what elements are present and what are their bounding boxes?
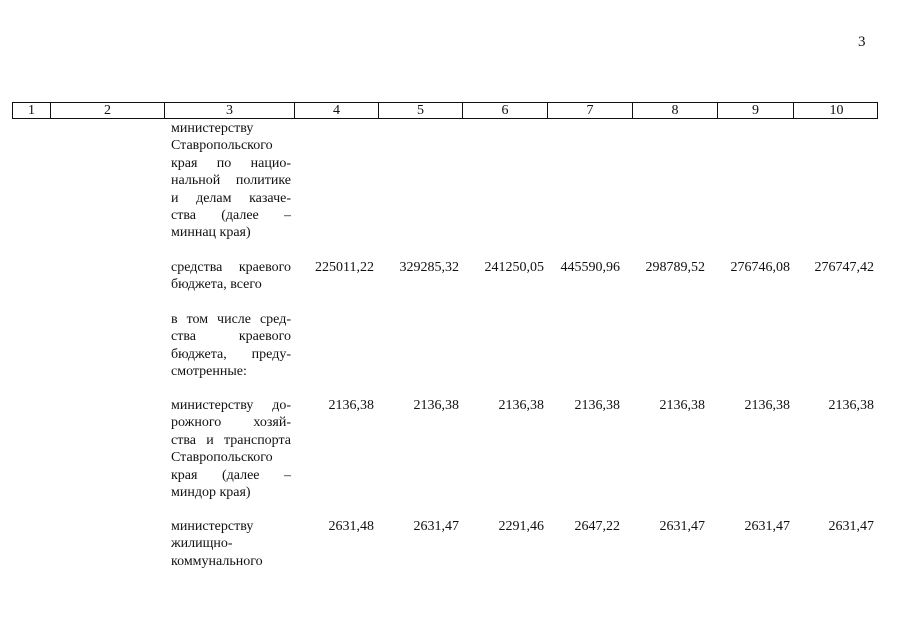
description-line: в том числе сред- (171, 312, 291, 327)
description-line: Ставропольского (171, 450, 273, 466)
description-line: ства (далее – (171, 208, 291, 224)
description-line: миндор края) (171, 485, 251, 501)
value-cell-col-10: 2136,38 (828, 398, 874, 413)
value-cell-col-4: 2631,48 (328, 519, 374, 534)
value-cell-col-6: 2291,46 (498, 519, 544, 534)
value-cell-col-6: 241250,05 (484, 260, 544, 275)
description-line: средства краевого (171, 260, 291, 275)
description-line: ства и транспорта (171, 432, 291, 448)
description-line: рожного хозяй- (171, 415, 291, 431)
value-cell-col-10: 276747,42 (814, 260, 874, 275)
description-line: министерству до- (171, 398, 291, 413)
value-cell-col-5: 2136,38 (413, 398, 459, 413)
column-header-4: 4 (295, 103, 379, 118)
column-header-9: 9 (718, 103, 794, 118)
column-header-8: 8 (633, 103, 718, 118)
description-line: коммунального (171, 553, 263, 569)
column-header-2: 2 (51, 103, 165, 118)
value-cell-col-4: 2136,38 (328, 398, 374, 413)
row-description (171, 311, 291, 381)
value-cell-col-10: 2631,47 (828, 519, 874, 534)
value-cell-col-7: 445590,96 (560, 260, 620, 275)
column-header-1: 1 (13, 103, 51, 118)
description-line: нальной политике (171, 173, 291, 189)
description-line: министерству (171, 121, 254, 136)
description-line: бюджета, всего (171, 277, 262, 293)
description-line: министерству (171, 519, 254, 534)
value-cell-col-7: 2136,38 (574, 398, 620, 413)
value-cell-col-8: 2631,47 (659, 519, 705, 534)
description-line: смотренные: (171, 364, 247, 380)
row-description (171, 518, 291, 570)
description-line: ства краевого (171, 329, 291, 345)
value-cell-col-8: 298789,52 (645, 260, 705, 275)
value-cell-col-5: 2631,47 (413, 519, 459, 534)
column-header-3: 3 (165, 103, 295, 118)
column-header-6: 6 (463, 103, 548, 118)
description-line: бюджета, преду- (171, 346, 291, 362)
column-header-10: 10 (829, 103, 844, 118)
value-cell-col-9: 2136,38 (744, 398, 790, 413)
value-cell-col-7: 2647,22 (574, 519, 620, 534)
value-cell-col-9: 2631,47 (744, 519, 790, 534)
description-line: Ставропольского (171, 138, 273, 154)
description-line: края по нацио- (171, 155, 291, 171)
value-cell-col-6: 2136,38 (498, 398, 544, 413)
page-number: 3 (858, 34, 866, 50)
row-description (171, 259, 291, 294)
value-cell-col-5: 329285,32 (399, 260, 459, 275)
row-description (171, 397, 291, 501)
description-line: края (далее – (171, 467, 291, 483)
column-header-5: 5 (379, 103, 463, 118)
description-line: и делам казаче- (171, 190, 291, 206)
table-header-row (12, 102, 878, 119)
value-cell-col-8: 2136,38 (659, 398, 705, 413)
column-header-7: 7 (548, 103, 633, 118)
value-cell-col-4: 225011,22 (315, 260, 374, 275)
value-cell-col-9: 276746,08 (730, 260, 790, 275)
description-line: миннац края) (171, 225, 251, 241)
description-line: жилищно- (171, 536, 233, 552)
row-description (171, 120, 291, 242)
